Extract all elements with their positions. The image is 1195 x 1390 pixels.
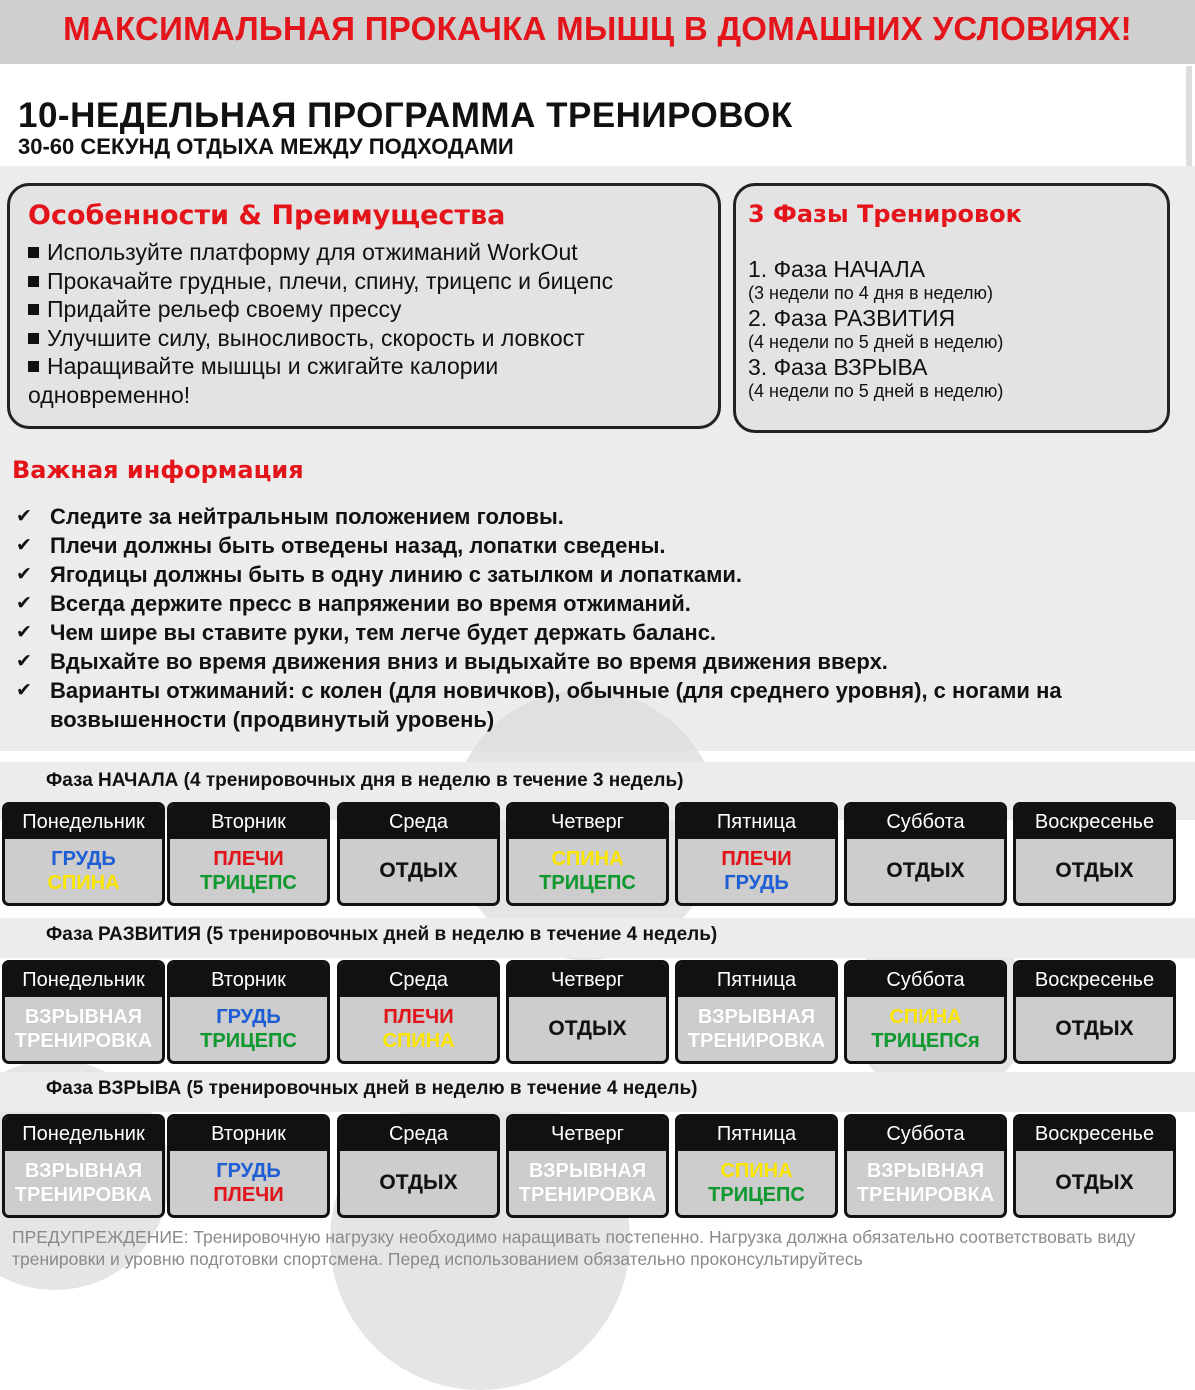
workout-content — [509, 1151, 666, 1215]
banner-title: МАКСИМАЛЬНАЯ ПРОКАЧКА МЫШЦ В ДОМАШНИХ УСЛОВИЯХ! — [63, 10, 1132, 47]
workout-content — [5, 839, 162, 903]
checklist-item: ✔ Варианты отжиманий: с колен (для новичков), обычные (для среднего уровня), с ногами на возвышенности (продвинутый уровень) — [16, 678, 1062, 732]
workout-label: ОТДЫХ — [1055, 1017, 1134, 1040]
workout-label: ГРУДЬ — [724, 872, 789, 894]
day-cell — [337, 1114, 500, 1218]
edge-divider — [1186, 66, 1192, 166]
phase-detail: (3 недели по 4 дня в неделю) — [748, 283, 994, 303]
workout-label: СПИНА — [889, 1006, 962, 1028]
top-banner — [0, 0, 1195, 64]
workout-content — [678, 839, 835, 903]
day-cell — [2, 1114, 165, 1218]
warning-text: ПРЕДУПРЕЖДЕНИЕ: Тренировочную нагрузку необходимо наращивать постепенно. Нагрузка должна обязательно соответствовать виду тренировки и уровню подготовки спортсмена. Перед использованием обязательно проконсультируйтесь — [12, 1227, 1136, 1269]
workout-label: ТРЕНИРОВКА — [687, 1030, 826, 1052]
bullet-square-icon — [28, 304, 39, 315]
workout-label: ВЗРЫВНАЯ — [24, 1160, 143, 1182]
day-name: Суббота — [847, 1117, 1004, 1151]
list-item-continuation: одновременно! — [28, 381, 191, 408]
list-item: Улучшите силу, выносливость, скорость и ловкост — [28, 324, 708, 353]
workout-label: ТРИЦЕПС — [539, 872, 636, 894]
workout-label: ОТДЫХ — [1055, 859, 1134, 882]
day-cell — [167, 1114, 330, 1218]
phases-title: 3 Фазы Тренировок — [748, 200, 1022, 228]
day-name: Четверг — [509, 1117, 666, 1151]
day-name: Пятница — [678, 805, 835, 839]
checklist-item: ✔ Ягодицы должны быть в одну линию с затылком и лопатками. — [16, 562, 742, 587]
check-icon: ✔ — [16, 506, 32, 527]
checklist-item: ✔ Плечи должны быть отведены назад, лопатки сведены. — [16, 533, 666, 558]
phases-panel — [733, 183, 1170, 433]
day-cell — [337, 802, 500, 906]
workout-label: ОТДЫХ — [379, 859, 458, 882]
workout-label: ГРУДЬ — [216, 1006, 281, 1028]
workout-content — [5, 1151, 162, 1215]
day-cell — [844, 802, 1007, 906]
day-name: Суббота — [847, 805, 1004, 839]
bullet-square-icon — [28, 247, 39, 258]
workout-label: ОТДЫХ — [379, 1171, 458, 1194]
workout-label: ПЛЕЧИ — [721, 848, 792, 870]
workout-label: ТРИЦЕПС — [200, 872, 297, 894]
bullet-square-icon — [28, 361, 39, 372]
checklist-item: ✔ Чем шире вы ставите руки, тем легче будет держать баланс. — [16, 620, 717, 645]
day-cell — [844, 1114, 1007, 1218]
day-name: Воскресенье — [1016, 963, 1173, 997]
day-name: Четверг — [509, 963, 666, 997]
list-item: Придайте рельеф своему прессу — [28, 295, 708, 324]
list-item: Прокачайте грудные, плечи, спину, трицепс и бицепс — [28, 267, 708, 296]
check-icon: ✔ — [16, 535, 32, 556]
workout-label: ПЛЕЧИ — [383, 1006, 454, 1028]
check-icon: ✔ — [16, 593, 32, 614]
workout-content — [170, 839, 327, 903]
day-cell — [2, 802, 165, 906]
workout-label: ТРИЦЕПСя — [871, 1030, 980, 1052]
day-name: Среда — [340, 1117, 497, 1151]
day-cell — [1013, 802, 1176, 906]
day-name: Воскресенье — [1016, 1117, 1173, 1151]
day-name: Пятница — [678, 1117, 835, 1151]
day-cell — [506, 802, 669, 906]
day-name: Пятница — [678, 963, 835, 997]
workout-label: ГРУДЬ — [216, 1160, 281, 1182]
workout-content — [847, 839, 1004, 903]
phase-detail: (4 недели по 5 дней в неделю) — [748, 381, 1004, 401]
list-item: Используйте платформу для отжиманий WorkOut — [28, 238, 708, 267]
workout-content — [170, 997, 327, 1061]
workout-content — [678, 997, 835, 1061]
day-cell — [2, 960, 165, 1064]
day-cell — [1013, 1114, 1176, 1218]
schedule-phase-title: Фаза НАЧАЛА (4 тренировочных дня в неделю в течение 3 недель) — [46, 770, 684, 791]
page-subtitle: 30-60 СЕКУНД ОТДЫХА МЕЖДУ ПОДХОДАМИ — [18, 134, 514, 159]
phases-list — [748, 256, 1003, 403]
workout-content — [5, 997, 162, 1061]
phase-name: 3. Фаза ВЗРЫВА — [748, 354, 928, 380]
features-list — [28, 238, 708, 409]
list-item: Наращивайте мышцы и сжигайте калории — [28, 352, 708, 381]
workout-label: ТРЕНИРОВКА — [14, 1030, 153, 1052]
workout-label: ОТДЫХ — [886, 859, 965, 882]
day-cell — [1013, 960, 1176, 1064]
day-cell — [675, 1114, 838, 1218]
check-icon: ✔ — [16, 680, 32, 701]
workout-label: СПИНА — [720, 1160, 793, 1182]
checklist-item: ✔ Следите за нейтральным положением головы. — [16, 504, 564, 529]
workout-content — [1016, 1151, 1173, 1215]
workout-label: ТРЕНИРОВКА — [14, 1184, 153, 1206]
day-name: Понедельник — [5, 963, 162, 997]
workout-label: ТРИЦЕПС — [200, 1030, 297, 1052]
bullet-square-icon — [28, 333, 39, 344]
day-name: Вторник — [170, 1117, 327, 1151]
check-icon: ✔ — [16, 651, 32, 672]
phase-name: 1. Фаза НАЧАЛА — [748, 256, 926, 282]
day-name: Четверг — [509, 805, 666, 839]
workout-label: ОТДЫХ — [1055, 1171, 1134, 1194]
day-name: Воскресенье — [1016, 805, 1173, 839]
workout-label: СПИНА — [47, 872, 120, 894]
schedule-phase-title: Фаза РАЗВИТИЯ (5 тренировочных дней в неделю в течение 4 недель) — [46, 924, 718, 945]
day-cell — [675, 960, 838, 1064]
workout-label: ГРУДЬ — [51, 848, 116, 870]
workout-label: ВЗРЫВНАЯ — [528, 1160, 647, 1182]
day-name: Среда — [340, 805, 497, 839]
workout-label: ПЛЕЧИ — [213, 848, 284, 870]
workout-label: ПЛЕЧИ — [213, 1184, 284, 1206]
workout-content — [170, 1151, 327, 1215]
workout-content — [847, 997, 1004, 1061]
workout-label: СПИНА — [382, 1030, 455, 1052]
workout-content — [678, 1151, 835, 1215]
features-title: Особенности & Преимущества — [28, 200, 506, 231]
phase-detail: (4 недели по 5 дней в неделю) — [748, 332, 1004, 352]
page-title: 10-НЕДЕЛЬНАЯ ПРОГРАММА ТРЕНИРОВОК — [18, 96, 793, 135]
workout-label: ОТДЫХ — [548, 1017, 627, 1040]
day-name: Вторник — [170, 805, 327, 839]
day-name: Понедельник — [5, 805, 162, 839]
workout-label: ВЗРЫВНАЯ — [697, 1006, 816, 1028]
important-title: Важная информация — [12, 456, 304, 484]
workout-label: СПИНА — [551, 848, 624, 870]
workout-content — [1016, 997, 1173, 1061]
check-icon: ✔ — [16, 564, 32, 585]
workout-label: ТРЕНИРОВКА — [518, 1184, 657, 1206]
day-name: Среда — [340, 963, 497, 997]
day-cell — [506, 1114, 669, 1218]
day-cell — [506, 960, 669, 1064]
day-name: Вторник — [170, 963, 327, 997]
check-icon: ✔ — [16, 622, 32, 643]
day-cell — [337, 960, 500, 1064]
workout-content — [509, 839, 666, 903]
day-cell — [844, 960, 1007, 1064]
workout-content — [847, 1151, 1004, 1215]
day-name: Суббота — [847, 963, 1004, 997]
day-name: Понедельник — [5, 1117, 162, 1151]
schedule-phase-title: Фаза ВЗРЫВА (5 тренировочных дней в неделю в течение 4 недель) — [46, 1078, 698, 1099]
workout-label: ВЗРЫВНАЯ — [24, 1006, 143, 1028]
workout-content — [1016, 839, 1173, 903]
bullet-square-icon — [28, 276, 39, 287]
workout-label: ТРИЦЕПС — [708, 1184, 805, 1206]
features-panel — [7, 183, 721, 429]
workout-label: ТРЕНИРОВКА — [856, 1184, 995, 1206]
workout-content — [340, 997, 497, 1061]
workout-content — [509, 997, 666, 1061]
phase-name: 2. Фаза РАЗВИТИЯ — [748, 305, 956, 331]
checklist-item: ✔ Вдыхайте во время движения вниз и выдыхайте во время движения вверх. — [16, 649, 888, 674]
day-cell — [675, 802, 838, 906]
checklist-item: ✔ Всегда держите пресс в напряжении во время отжиманий. — [16, 591, 691, 616]
important-list — [16, 502, 1166, 734]
workout-content — [340, 839, 497, 903]
workout-content — [340, 1151, 497, 1215]
day-cell — [167, 802, 330, 906]
day-cell — [167, 960, 330, 1064]
workout-label: ВЗРЫВНАЯ — [866, 1160, 985, 1182]
